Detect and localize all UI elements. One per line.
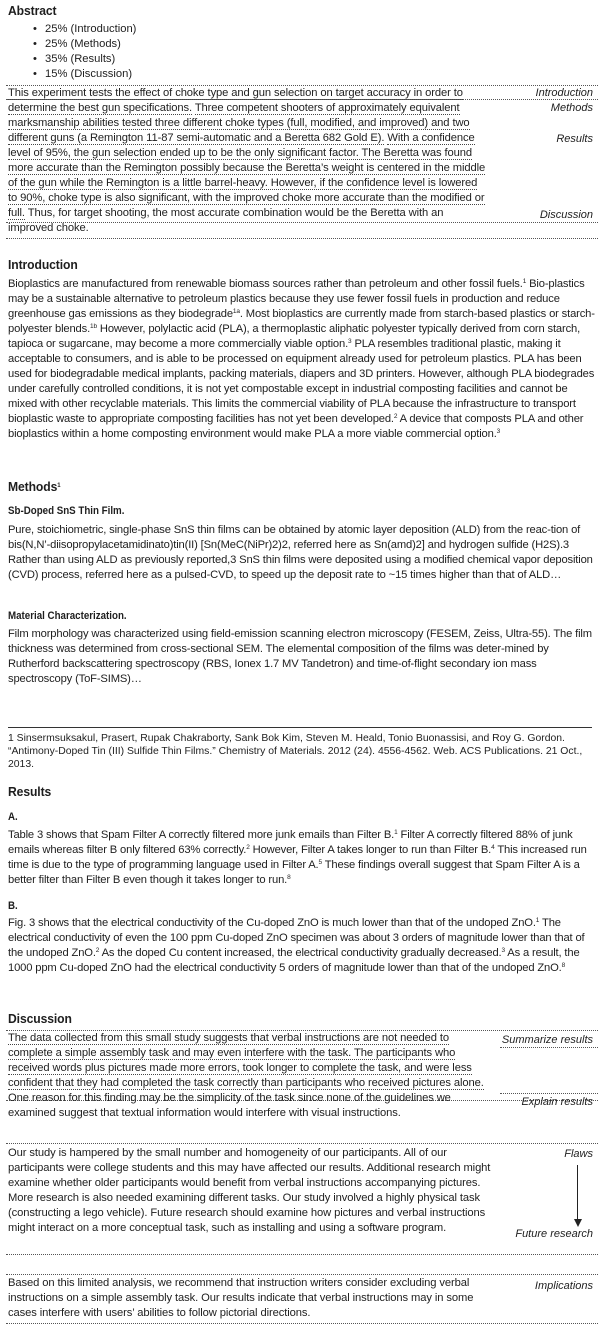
results-heading: Results [8, 784, 52, 799]
abstract-discussion-text: Thus, for target shooting, the most accurate combination would be the Beretta with an improved choke. [8, 207, 444, 234]
discussion-implications-text: Based on this limited analysis, we recommend that instruction writers consider excluding verbal instructions on a simple assembly task. Our results indicate that verbal instructions may in some cases interfere with users’ abilities to follow pictorial directions. [8, 1277, 474, 1319]
discussion-summarize-text: The data collected from this small study suggests that verbal instructions are not needed to complete a simple assembly task and may even interfere with the task. The participants who received words plus pictures made more errors, took longer to complete the task, and were less confident that they had completed the task correctly than participants who received pictures alone. [8, 1032, 484, 1089]
methods-subheading-characterization: Material Characterization. [8, 610, 127, 622]
results-subheading-b: B. [8, 900, 18, 912]
results-b-paragraph: Fig. 3 shows that the electrical conductivity of the Cu-doped ZnO is much lower than that of the undoped ZnO.$^1$ The electrical conductivity of even the 100 ppm Cu-doped ZnO specimen was about 3 orders of magnitude lower than that of the undoped ZnO.$^2$ As the doped Cu content increased, the electrical conductivity gradually decreased.$^3$ As a result, the 1000 ppm Cu-doped ZnO had the electrical conductivity 5 orders of magnitude lower than that of the undoped ZnO.$^8$ [8, 917, 585, 974]
arrow-down-icon [574, 1219, 582, 1227]
abstract-intro-text: This experiment tests the effect of choke type and gun selection on target accuracy in order to determine the best gun specifications. [8, 87, 463, 114]
label-divider [6, 222, 598, 223]
methods-heading: Methods$^1$ [8, 479, 61, 494]
abstract-weight-list [8, 22, 308, 82]
methods-characterization-text: Film morphology was characterized using field-emission scanning electron microscopy (FESEM, Zeiss, Ultra-55). The film thickness was determined from cross-sectional SEM. The elemental composition of the films was deter-mined by Rutherford backscattering spectroscopy (RBS, Ionex 1.7 MV Tandetron) and time-of-flight secondary ion mass spectroscopy (ToF-SIMS)… [8, 628, 592, 685]
list-item: • 15% (Discussion) [8, 67, 308, 82]
discussion-label-flaws: Flaws [564, 1148, 593, 1160]
abstract-heading: Abstract [8, 3, 57, 18]
discussion-label-summarize: Summarize results [501, 1034, 593, 1046]
abstract-methods-text: Three competent shooters of approximately equivalent marksmanship abilities tested three different choke types (full, modified, and improved) and two different guns (a Remington 11-87 semi-automatic and a Beretta 682 Gold E). [8, 102, 470, 144]
list-item: • 35% (Results) [8, 52, 308, 67]
discussion-flaws-text: Our study is hampered by the small number and homogeneity of our participants. All of our participants were college students and this may have affected our results. Additional research might examine whether older participants would benefit from verbal instructions accompanying pictures. More research is also needed examining different tasks. Our study involved a highly physical task (constructing a lego vehicle). Future research should examine how pictures and verbal instructions might interact on a more conceptual task, such as installing and using a software program. [8, 1147, 491, 1234]
discussion-results-text [8, 1031, 494, 1121]
arrow-icon [577, 1165, 578, 1220]
list-item: • 25% (Introduction) [8, 22, 308, 37]
discussion-heading: Discussion [8, 1011, 72, 1026]
abstract-label-introduction: Introduction [535, 87, 593, 99]
discussion-explain-text: One reason for this finding may be the simplicity of the task since none of the guidelines we examined suggest that textual information would interfere with visual instructions. [8, 1092, 451, 1119]
label-divider [500, 1093, 598, 1094]
abstract-bottom-divider [6, 238, 598, 239]
discussion-label-implications: Implications [534, 1280, 593, 1292]
footnote: 1 Sinsermsuksakul, Prasert, Rupak Chakraborty, Sank Bok Kim, Steven M. Heald, Tonio Buonassisi, and Roy G. Gordon. “Antimony-Doped Tin (III) Sulfide Thin Films.” Chemistry of Materials. 2012 (24). 4556-4562. Web. ACS Publications. 21 Oct., 2013. [8, 733, 583, 770]
abstract-label-discussion: Discussion [539, 209, 593, 221]
footnote-rule [8, 727, 592, 728]
results-a-paragraph: Table 3 shows that Spam Filter A correctly filtered more junk emails than Filter B.$^1$ Filter A correctly filtered 88% of junk emails whereas filter B only filtered 63% correctly.$^2$ However, Filter A takes longer to run than Filter B.$^4$ This increased run time is due to the type of programming language used in Filter A.$^5$ These findings overall suggest that Spam Filter A is a better filter than Filter B even though it takes longer to run.$^8$ [8, 829, 587, 886]
abstract-label-results: Results [556, 133, 593, 145]
discussion-label-explain: Explain results [521, 1096, 593, 1108]
label-divider [6, 99, 598, 100]
list-item: • 25% (Methods) [8, 37, 308, 52]
abstract-body [8, 86, 488, 236]
results-subheading-a: A. [8, 811, 18, 823]
introduction-paragraph: Bioplastics are manufactured from renewable biomass sources rather than petroleum and other fossil fuels.$^1$ Bio-plastics may be a sustainable alternative to petroleum plastics because they use fewer fossil fuels in production and reduce greenhouse gas emissions as they biodegrade$^{1a}$. Most bioplastics are currently made from starch-based plastics or starch-polyester blends.$^{1b}$ However, polylactic acid (PLA), a thermoplastic aliphatic polyester typically derived from corn starch, tapioca or sugarcane, may become a more commercially viable option.$^3$ PLA resembles traditional plastic, making it acceptable to consumers, and is able to be processed on equipment already used for petroleum plastics. PLA has been used for biodegradable medical implants, packing materials, diapers and 3D printers. However, although PLA biodegrades under carefully controlled conditions, it is not yet compostable except in industrial composting facilities and cannot be mixed with other recyclable materials. This limits the commercial viability of PLA because the infrastructure to transport bioplastic waste to appropriate composting facilities has not yet been developed.$^2$ A device that composts PLA and other bioplastics within a home composting environment would make PLA a more viable commercial option.$^3$ [8, 278, 595, 440]
methods-subheading-sns: Sb-Doped SnS Thin Film. [8, 505, 125, 517]
abstract-results-text: With a confidence level of 95%, the gun selection ended up to be the only significant factor. The Beretta was found more accurate than the Remington possibly because the Beretta’s weight is centered in the middle of the gun while the Remington is a little barrel-heavy. However, if the confidence level is lowered to 90%, choke type is also significant, with the improved choke more accurate than the modified or full. [8, 132, 486, 219]
label-divider [500, 1047, 598, 1048]
abstract-label-methods: Methods [550, 102, 593, 114]
methods-sns-text: Pure, stoichiometric, single-phase SnS thin films can be obtained by atomic layer deposition (ALD) from the reac-tion of bis(N,N’-diisopropylacetamidinato)tin(II) [Sn(MeC(NiPr)2)2, referred here as Sn(amd)2] and hydrogen sulfide (H2S).3 Rather than using ALD as previously reported,3 SnS thin films were deposited using a modified chemical vapor deposition (CVD) process, referred here as a pulsed-CVD, to speed up the deposit rate to ~15 times higher than that of ALD… [8, 524, 593, 581]
introduction-heading: Introduction [8, 257, 78, 272]
discussion-label-future: Future research [515, 1228, 593, 1240]
